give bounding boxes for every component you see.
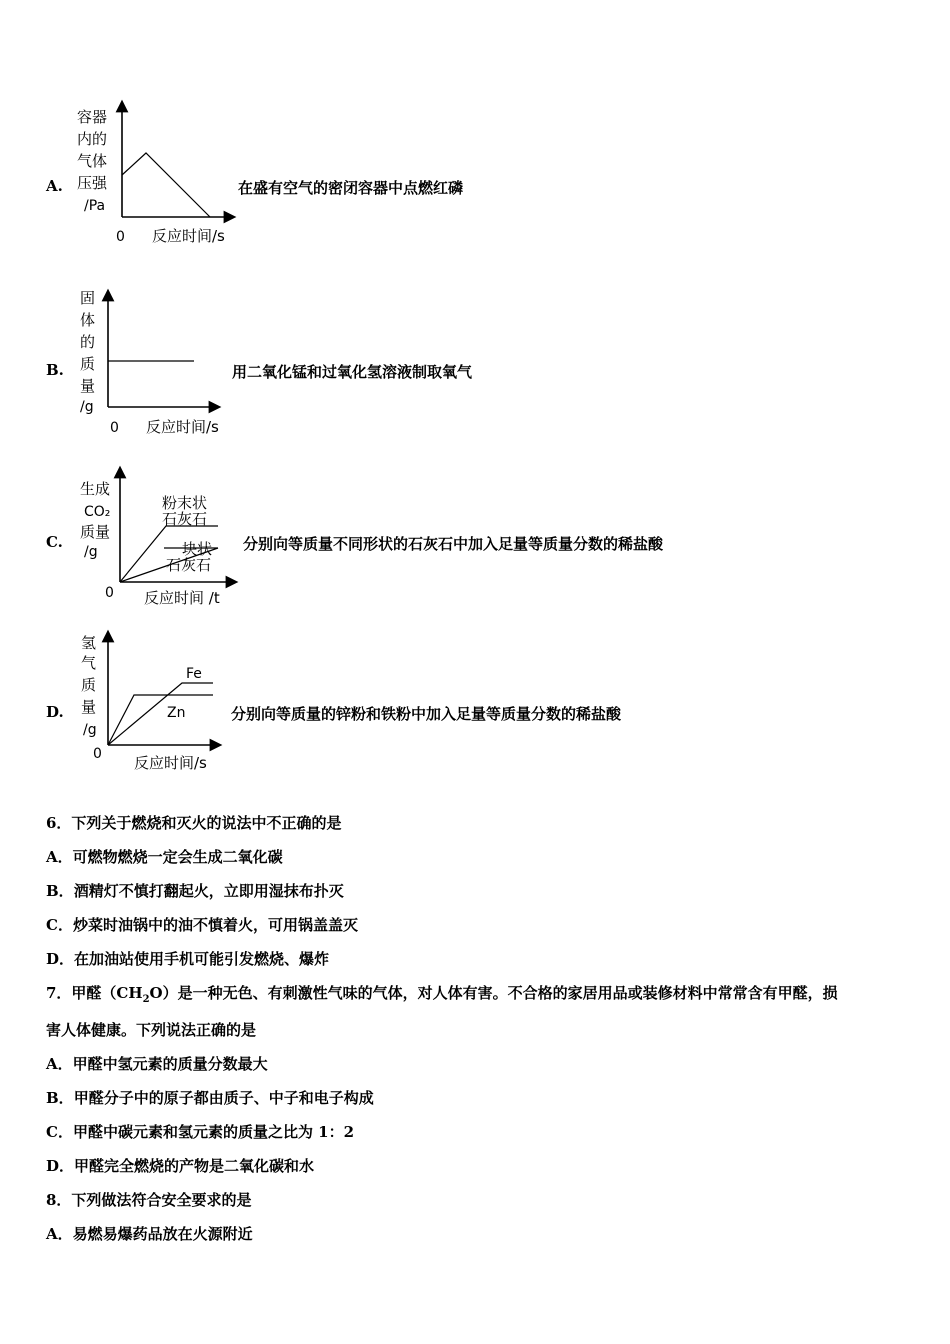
option-a-desc: 在盛有空气的密闭容器中点燃红磷 xyxy=(238,179,464,197)
origin-label: 0 xyxy=(116,229,125,245)
q7-stem-line2: 害人体健康。下列说法正确的是 xyxy=(46,1021,257,1039)
y-label-2: 气 xyxy=(81,654,97,672)
option-label: A． xyxy=(46,1225,73,1243)
x-label: 反应时间 /t xyxy=(144,589,220,607)
q7-option-d xyxy=(46,1155,314,1176)
option-b-desc: 用二氧化锰和过氧化氢溶液制取氧气 xyxy=(232,363,473,381)
y-label-3: 质 xyxy=(81,676,97,694)
y-label-5: 量 xyxy=(80,377,96,395)
y-label-1: 容器 xyxy=(77,108,108,126)
q6-option-d xyxy=(46,948,329,969)
y-label-1: 氢 xyxy=(81,634,97,652)
option-label: A． xyxy=(46,848,73,866)
option-label: C． xyxy=(46,916,73,934)
q7-stem-post: O）是一种无色、有刺激性气味的气体，对人体有害。不合格的家居用品或装修材料中常常含有甲醛，损 xyxy=(149,984,838,1002)
y-label-1: 生成 xyxy=(80,480,111,498)
x-label: 反应时间/s xyxy=(146,418,219,436)
option-d-desc: 分别向等质量的锌粉和铁粉中加入足量等质量分数的稀盐酸 xyxy=(231,705,622,723)
q7-stem-line1 xyxy=(46,982,838,1005)
q6-option-a xyxy=(46,846,283,867)
y-label-unit: /g xyxy=(83,722,97,738)
y-label-2: 内的 xyxy=(77,130,108,148)
y-label-2: CO₂ xyxy=(84,504,111,520)
y-label-3: 气体 xyxy=(77,152,108,170)
option-c-letter: C. xyxy=(46,533,63,551)
series-zn-label: Zn xyxy=(167,705,186,721)
option-b-letter: B. xyxy=(46,361,64,379)
q8-option-a xyxy=(46,1223,253,1244)
option-a-letter: A. xyxy=(46,177,63,195)
q6-option-b xyxy=(46,880,344,901)
option-text: 可燃物燃烧一定会生成二氧化碳 xyxy=(72,848,283,866)
graph-d xyxy=(70,630,240,780)
option-d-letter: D. xyxy=(46,703,64,721)
y-label-4: 压强 xyxy=(77,174,108,192)
q7-option-c xyxy=(46,1121,354,1142)
x-label: 反应时间/s xyxy=(152,227,225,245)
q7-stem-sub: 2 xyxy=(142,994,150,1005)
option-label: A． xyxy=(46,1055,73,1073)
y-label-3: 质量 xyxy=(80,523,111,541)
series-lump-1: 块状 xyxy=(182,540,213,558)
series-lump-2: 石灰石 xyxy=(166,556,212,574)
option-label: D． xyxy=(46,950,75,968)
y-label-2: 体 xyxy=(80,311,96,329)
y-label-1: 固 xyxy=(80,289,96,307)
y-label-4: 质 xyxy=(80,355,96,373)
y-label-unit: /g xyxy=(80,399,94,415)
y-label-unit: /g xyxy=(84,544,98,560)
x-label: 反应时间/s xyxy=(134,754,207,772)
q6-option-c xyxy=(46,914,358,935)
y-label-4: 量 xyxy=(81,698,97,716)
origin-label: 0 xyxy=(93,746,102,762)
option-text: 易燃易爆药品放在火源附近 xyxy=(72,1225,253,1243)
q7-option-b xyxy=(46,1087,374,1108)
option-text: 甲醛中碳元素和氢元素的质量之比为 1：2 xyxy=(72,1123,355,1141)
series-powder-1: 粉末状 xyxy=(162,494,208,512)
q7-stem-pre: 7．甲醛（CH xyxy=(46,984,143,1002)
pressure-curve xyxy=(122,153,210,217)
y-label-3: 的 xyxy=(80,333,96,351)
q8-stem: 8．下列做法符合安全要求的是 xyxy=(46,1191,252,1209)
option-text: 甲醛完全燃烧的产物是二氧化碳和水 xyxy=(74,1157,315,1175)
graph-a xyxy=(70,100,240,250)
series-fe-label: Fe xyxy=(186,666,202,682)
origin-label: 0 xyxy=(105,585,114,601)
graph-c xyxy=(70,462,245,612)
option-label: D． xyxy=(46,1157,75,1175)
graph-b xyxy=(70,283,240,440)
q6-stem: 6．下列关于燃烧和灭火的说法中不正确的是 xyxy=(46,814,342,832)
option-text: 酒精灯不慎打翻起火，立即用湿抹布扑灭 xyxy=(73,882,344,900)
option-text: 甲醛中氢元素的质量分数最大 xyxy=(72,1055,268,1073)
option-text: 甲醛分子中的原子都由质子、中子和电子构成 xyxy=(73,1089,374,1107)
series-powder-2: 石灰石 xyxy=(162,510,208,528)
option-label: B． xyxy=(46,1089,74,1107)
option-c-desc: 分别向等质量不同形状的石灰石中加入足量等质量分数的稀盐酸 xyxy=(243,535,664,553)
zn-curve xyxy=(108,695,213,745)
option-label: C． xyxy=(46,1123,73,1141)
option-text: 在加油站使用手机可能引发燃烧、爆炸 xyxy=(74,950,330,968)
q7-option-a xyxy=(46,1053,268,1074)
y-label-unit: /Pa xyxy=(84,198,106,214)
origin-label: 0 xyxy=(110,420,119,436)
option-text: 炒菜时油锅中的油不慎着火，可用锅盖盖灭 xyxy=(72,916,358,934)
option-label: B． xyxy=(46,882,74,900)
